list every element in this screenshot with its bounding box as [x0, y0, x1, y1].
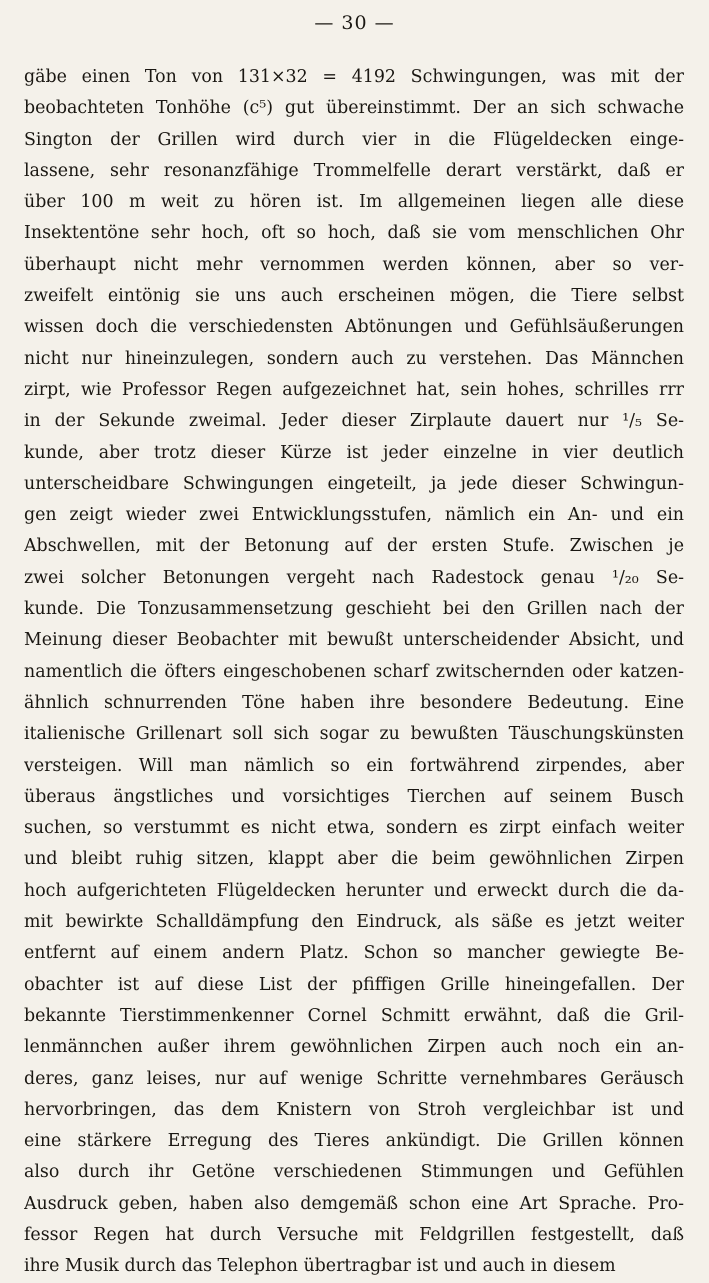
text-line: überaus ängstliches und vorsichtiges Tierchen auf seinem Busch: [24, 786, 684, 807]
text-line: entfernt auf einem andern Platz. Schon so mancher gewiegte Be-: [24, 943, 684, 964]
text-line: unterscheidbare Schwingungen eingeteilt, ja jede dieser Schwingun-: [24, 473, 684, 494]
text-line: wissen doch die verschiedensten Abtönungen und Gefühlsäußerungen: [24, 317, 684, 338]
text-line: Sington der Grillen wird durch vier in die Flügeldecken einge-: [24, 129, 684, 150]
text-line: obachter ist auf diese List der pfiffigen Grille hineingefallen. Der: [24, 974, 684, 995]
text-line: gen zeigt wieder zwei Entwicklungsstufen, nämlich ein An- und ein: [24, 505, 684, 526]
text-line: gäbe einen Ton von 131×32 = 4192 Schwingungen, was mit der: [24, 67, 684, 87]
text-line: zwei solcher Betonungen vergeht nach Radestock genau ¹/₂₀ Se-: [24, 567, 684, 588]
text-line: in der Sekunde zweimal. Jeder dieser Zirplaute dauert nur ¹/₅ Se-: [24, 411, 684, 432]
body-text: [24, 62, 684, 1283]
text-line: namentlich die öfters eingeschobenen scharf zwitschernden oder katzen-: [24, 661, 684, 682]
text-line: eine stärkere Erregung des Tieres ankündigt. Die Grillen können: [24, 1131, 684, 1152]
text-line: deres, ganz leises, nur auf wenige Schritte vernehmbares Geräusch: [24, 1068, 684, 1089]
text-line: italienische Grillenart soll sich sogar zu bewußten Täuschungskünsten: [24, 724, 684, 745]
text-line: kunde, aber trotz dieser Kürze ist jeder einzelne in vier deutlich: [24, 442, 684, 463]
text-line: Abschwellen, mit der Betonung auf der ersten Stufe. Zwischen je: [24, 536, 684, 557]
text-line: nicht nur hineinzulegen, sondern auch zu verstehen. Das Männchen: [24, 348, 684, 369]
text-line: Meinung dieser Beobachter mit bewußt unterscheidender Absicht, und: [24, 630, 684, 651]
text-line: überhaupt nicht mehr vernommen werden können, aber so ver-: [24, 254, 684, 275]
text-line: Insektentöne sehr hoch, oft so hoch, daß sie vom menschlichen Ohr: [24, 223, 684, 244]
text-line: hoch aufgerichteten Flügeldecken herunter und erweckt durch die da-: [24, 880, 684, 901]
text-line: hervorbringen, das dem Knistern von Stroh vergleichbar ist und: [24, 1099, 684, 1120]
text-line: lassene, sehr resonanzfähige Trommelfelle derart verstärkt, daß er: [24, 160, 684, 181]
text-line: fessor Regen hat durch Versuche mit Feldgrillen festgestellt, daß: [24, 1224, 684, 1245]
text-line: kunde. Die Tonzusammensetzung geschieht bei den Grillen nach der: [24, 599, 684, 620]
text-line: über 100 m weit zu hören ist. Im allgemeinen liegen alle diese: [24, 192, 684, 213]
text-line: bekannte Tierstimmenkenner Cornel Schmitt erwähnt, daß die Gril-: [24, 1005, 684, 1026]
text-line: und bleibt ruhig sitzen, klappt aber die beim gewöhnlichen Zirpen: [24, 849, 684, 870]
text-line: Ausdruck geben, haben also demgemäß schon eine Art Sprache. Pro-: [24, 1193, 684, 1214]
text-line: zirpt, wie Professor Regen aufgezeichnet hat, sein hohes, schrilles rrr: [24, 379, 684, 400]
text-line: also durch ihr Getöne verschiedenen Stimmungen und Gefühlen: [24, 1162, 684, 1183]
text-line: zweifelt eintönig sie uns auch erscheinen mögen, die Tiere selbst: [24, 286, 684, 307]
text-line: beobachteten Tonhöhe (c⁵) gut übereinstimmt. Der an sich schwache: [24, 98, 684, 119]
page-number: — 30 —: [314, 12, 395, 34]
text-line: mit bewirkte Schalldämpfung den Eindruck, als säße es jetzt weiter: [24, 912, 684, 933]
text-line: lenmännchen außer ihrem gewöhnlichen Zirpen auch noch ein an-: [24, 1037, 684, 1058]
text-line: suchen, so verstummt es nicht etwa, sondern es zirpt einfach weiter: [24, 818, 684, 839]
text-line: versteigen. Will man nämlich so ein fortwährend zirpendes, aber: [24, 755, 684, 776]
text-line: ähnlich schnurrenden Töne haben ihre besondere Bedeutung. Eine: [24, 692, 684, 713]
text-line: ihre Musik durch das Telephon übertragbar ist und auch in diesem: [24, 1256, 616, 1277]
